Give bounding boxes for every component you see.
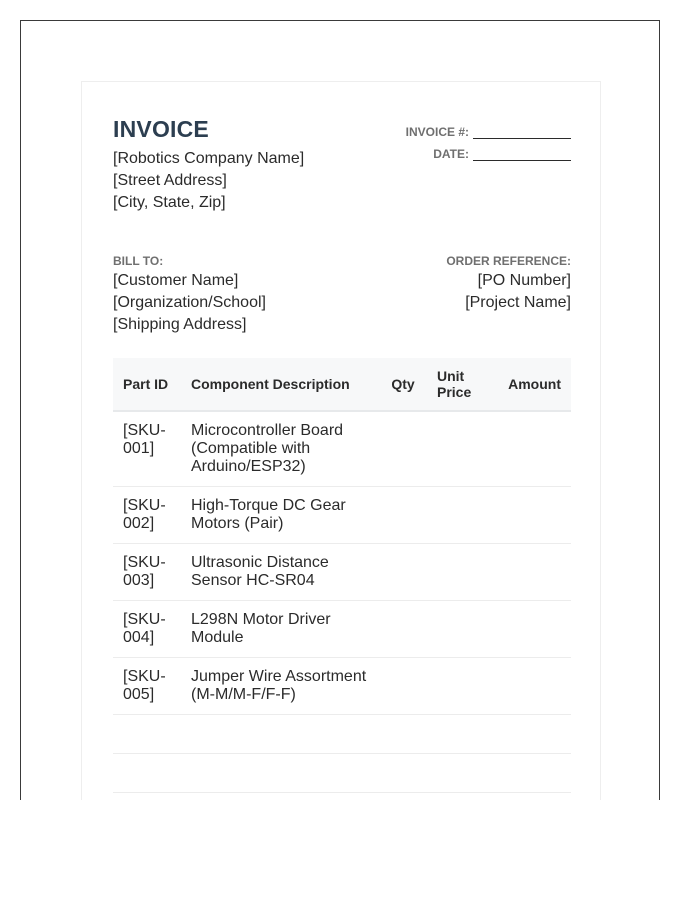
part-id-cell: [SKU-004]	[113, 601, 181, 658]
order-reference-lines	[446, 270, 571, 314]
company-street: [Street Address]	[113, 172, 227, 189]
organization: [Organization/School]	[113, 294, 266, 311]
company-address	[113, 148, 304, 214]
amount-cell	[495, 658, 571, 715]
unit-price-cell	[427, 601, 495, 658]
invoice-number-row	[406, 117, 571, 139]
header-unit-price: Unit Price	[427, 358, 495, 411]
table-row	[113, 487, 571, 544]
table-row	[113, 411, 571, 487]
qty-cell	[379, 544, 427, 601]
description-cell: Microcontroller Board (Compatible with Arduino/ESP32)	[181, 411, 379, 487]
amount-cell	[495, 601, 571, 658]
table-header-row	[113, 358, 571, 411]
amount-cell	[495, 411, 571, 487]
header-amount: Amount	[495, 358, 571, 411]
amount-cell	[495, 544, 571, 601]
header-qty: Qty	[379, 358, 427, 411]
table-row	[113, 544, 571, 601]
part-id-cell: [SKU-001]	[113, 411, 181, 487]
part-id-cell: [SKU-002]	[113, 487, 181, 544]
invoice-meta	[406, 117, 571, 161]
shipping-address: [Shipping Address]	[113, 316, 247, 333]
company-name: [Robotics Company Name]	[113, 150, 305, 167]
bill-to-label: BILL TO:	[113, 254, 164, 268]
unit-price-cell	[427, 544, 495, 601]
empty-cell	[113, 754, 571, 793]
empty-table-row	[113, 715, 571, 754]
unit-price-cell	[427, 411, 495, 487]
project-name: [Project Name]	[465, 294, 571, 311]
part-id-cell: [SKU-003]	[113, 544, 181, 601]
description-cell: L298N Motor Driver Module	[181, 601, 379, 658]
date-label: DATE:	[433, 147, 469, 161]
header-description: Component Description	[181, 358, 379, 411]
unit-price-cell	[427, 658, 495, 715]
order-reference-section	[446, 254, 571, 314]
date-field[interactable]	[473, 148, 571, 161]
header-part-id: Part ID	[113, 358, 181, 411]
description-cell: Jumper Wire Assortment (M-M/M-F/F-F)	[181, 658, 379, 715]
empty-table-row	[113, 754, 571, 793]
empty-cell	[113, 715, 571, 754]
part-id-cell: [SKU-005]	[113, 658, 181, 715]
date-row	[406, 139, 571, 161]
invoice-number-field[interactable]	[473, 126, 571, 139]
qty-cell	[379, 601, 427, 658]
po-number: [PO Number]	[477, 272, 571, 289]
customer-name: [Customer Name]	[113, 272, 239, 289]
invoice-title: INVOICE	[113, 116, 209, 142]
table-row	[113, 601, 571, 658]
qty-cell	[379, 487, 427, 544]
amount-cell	[495, 487, 571, 544]
company-city: [City, State, Zip]	[113, 194, 226, 211]
unit-price-cell	[427, 487, 495, 544]
invoice-page	[81, 81, 601, 800]
bill-to-lines	[113, 270, 266, 336]
qty-cell	[379, 411, 427, 487]
qty-cell	[379, 658, 427, 715]
order-reference-label: ORDER REFERENCE:	[446, 254, 571, 268]
bill-to-section	[113, 254, 266, 336]
table-row	[113, 658, 571, 715]
description-cell: High-Torque DC Gear Motors (Pair)	[181, 487, 379, 544]
line-items-table	[113, 358, 571, 793]
description-cell: Ultrasonic Distance Sensor HC-SR04	[181, 544, 379, 601]
invoice-number-label: INVOICE #:	[405, 125, 469, 139]
